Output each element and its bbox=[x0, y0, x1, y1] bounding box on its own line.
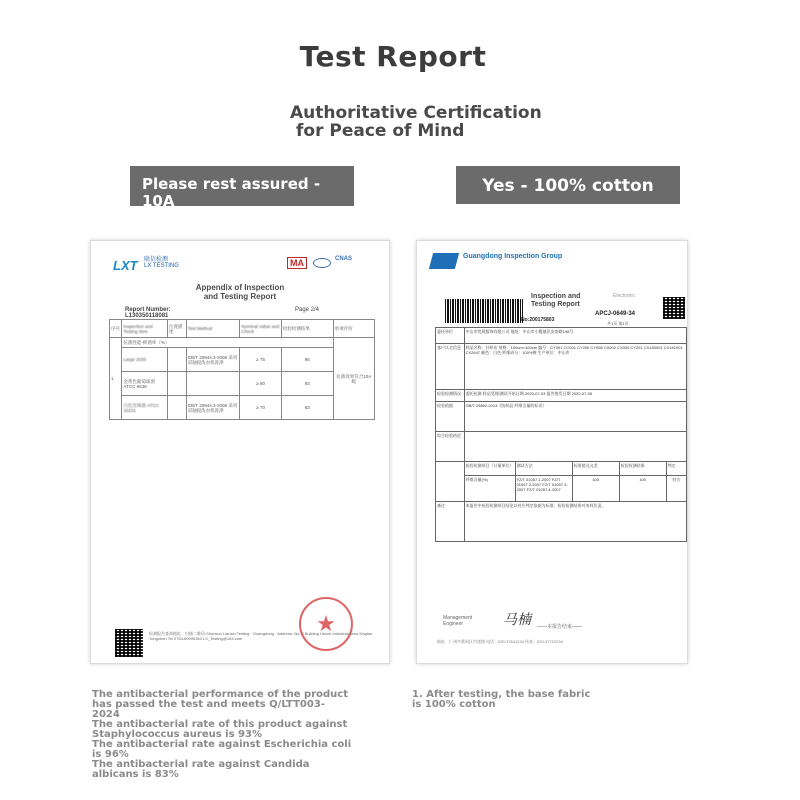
table-row: 金黄色葡萄球菌 ATCC 6538 ≥ 80 93 bbox=[110, 372, 375, 396]
electronic-label: Electronic bbox=[613, 293, 635, 299]
page-title: Test Report bbox=[299, 40, 487, 73]
apcj-number: APCJ-0649-34 bbox=[595, 311, 636, 317]
brand-cn: 联信检测 bbox=[144, 257, 169, 263]
report-number: Report Number: L130350118081 bbox=[125, 307, 171, 319]
report-number: No:200175803 bbox=[521, 317, 555, 323]
cotton-note: 1. After testing, the base fabric is 100% cotton bbox=[412, 689, 591, 710]
lx-logo-mark: LXT bbox=[113, 258, 138, 273]
note-item: The antibacterial rate against Candida albicans is 83% bbox=[92, 759, 310, 780]
barcode-icon bbox=[445, 299, 523, 323]
header-cell: Test Method bbox=[186, 320, 240, 338]
header-cell: 位置描述 bbox=[167, 320, 186, 338]
note-item: The antibacterial rate of this product against Staphylococcus aureus is 93% bbox=[92, 719, 348, 740]
group-label: 抗菌性能-抑菌率（%） bbox=[122, 338, 333, 348]
appendix-heading: Appendix of Inspection and Testing Report bbox=[195, 283, 285, 301]
report-heading: Inspection and Testing Report bbox=[531, 293, 581, 308]
page-number: Page 2/4 bbox=[295, 307, 320, 313]
header-cell: 单项评价 bbox=[333, 320, 374, 338]
signature: 马楠 bbox=[503, 612, 531, 628]
ilac-icon bbox=[313, 258, 331, 268]
qr-code-icon bbox=[663, 297, 685, 319]
subtitle-line-2: for Peace of Mind bbox=[296, 121, 465, 141]
table-header-row bbox=[110, 320, 375, 338]
banner-left-line-1: Please rest assured - 10A bbox=[142, 175, 321, 210]
lx-testing-logo bbox=[113, 257, 179, 275]
table-row: 客户认定信息 样品名称：针织布 规格：100cm×100cm 编号：CY001 CC001 CY200 CY008 CX002 CX000 CY201 CX180001 CX181001 CX2647 颜色：白色 纤维成分：100%棉 生产单位：中山市 bbox=[436, 344, 687, 390]
antibacterial-report-document bbox=[90, 240, 390, 664]
header-cell: 序号 bbox=[110, 320, 122, 338]
brand-name: Guangdong Inspection Group bbox=[463, 253, 563, 260]
end-note: ——本报告结束—— bbox=[537, 624, 583, 630]
antibacterial-notes bbox=[92, 690, 352, 780]
fiber-results-table bbox=[435, 327, 687, 542]
table-row: 检验检测情况 委托检测 样品受理/测试开始日期 2020-07-03 报告签发日期 2020-07-06 bbox=[436, 390, 687, 402]
engineer-label: Management Engineer bbox=[443, 615, 473, 627]
table-row: 委托单位 中山市优规服饰有限公司 地址：中山市小榄镇民安南路198号 bbox=[436, 328, 687, 344]
table-row: Large 2030 GB/T 20944.3-2008 采用双轴搅洗衣机洗涤 ≥ 75 96 bbox=[110, 348, 375, 372]
guangdong-inspection-logo bbox=[431, 253, 563, 274]
cotton-banner: Yes - 100% cotton bbox=[456, 166, 680, 204]
row-number: 1 bbox=[110, 338, 122, 420]
brand-en: LX TESTING bbox=[144, 263, 179, 269]
page-number: 共1页 第1页 bbox=[607, 321, 629, 326]
subtitle-line-1: Authoritative Certification bbox=[290, 103, 542, 123]
table-row: 白色念珠菌 ATCC 10231 GB/T 20944.3-2008 采用双轴搅洗衣机洗涤 ≥ 70 83 bbox=[110, 396, 375, 420]
antibacterial-results-table bbox=[109, 319, 375, 420]
antibacterial-banner bbox=[130, 166, 354, 227]
remark-row: 备注 本报告中检验检测项目结论以对应判定依据为标准；检验检测结果对来样负责。 bbox=[436, 502, 687, 542]
note-item: The antibacterial performance of the product has passed the test and meets Q/LTT003-2024 bbox=[92, 689, 349, 720]
fiber-content-report-document bbox=[416, 240, 688, 664]
result-row: 纤维含量(%) FZ/T 01057.1-2007 FZ/T 01057.2-2007 FZ/T 01057.3-2007 FZ/T 01057.4-2007 100 100 符合 bbox=[436, 476, 687, 502]
banner-left-line-2: level antibacterial bbox=[148, 209, 302, 227]
ma-certification-icon: MA bbox=[287, 257, 307, 269]
header-cell: Inspection and Testing Item bbox=[122, 320, 168, 338]
qr-code-icon bbox=[115, 629, 143, 657]
document-footer: 地址：广州市番禺区市莲路 电话：020-37641234 传真：020-37721234 bbox=[437, 639, 563, 644]
header-cell: Nominal Value and Check bbox=[240, 320, 281, 338]
table-row: 综合检验结论 bbox=[436, 432, 687, 462]
official-seal-stamp: ★ bbox=[299, 597, 353, 651]
cnas-icon: CNAS bbox=[335, 256, 353, 262]
table-group-row bbox=[110, 338, 375, 348]
evaluation-cell: 抗菌效果符合10A级 bbox=[333, 338, 374, 420]
result-header-row: 检验检测项目（计量单位） 测试方法 标准值及允差 检验检测结果 判定 bbox=[436, 462, 687, 476]
document-footer: 检测报告查询地址：扫描二维码 Shunkou Lianxin Testing · Guangdong · Address: No. 9 Building Huixin Industrial Area Xinqiao Yongzhen Tel 0754-89090363 LX_Testing@163.com bbox=[149, 631, 373, 641]
table-row: 检验依据 GB/T 29862-2013《纺织品 纤维含量的标识》 bbox=[436, 402, 687, 432]
note-item: The antibacterial rate against Escherichia coli is 96% bbox=[92, 739, 352, 760]
gd-logo-mark bbox=[429, 253, 459, 269]
subtitle bbox=[290, 104, 542, 140]
header-cell: 检验检测结果 bbox=[281, 320, 333, 338]
